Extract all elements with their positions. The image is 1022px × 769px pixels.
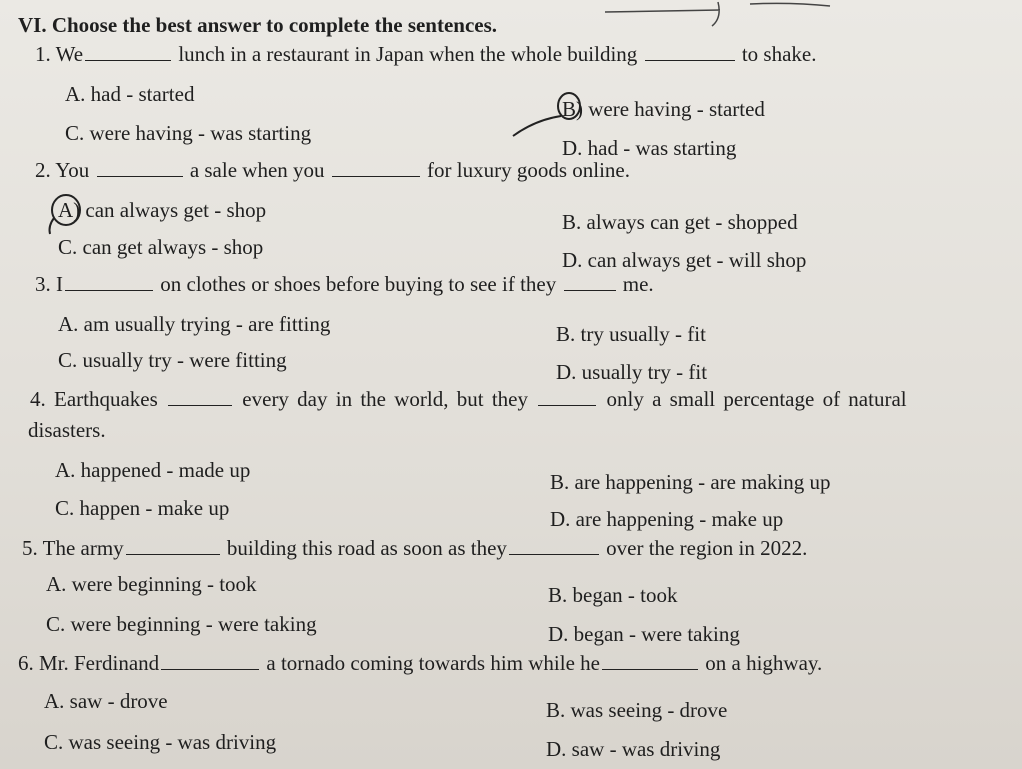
q2-option-d[interactable]: D. can always get - will shop: [562, 248, 807, 272]
q4-option-b[interactable]: B. are happening - are making up: [550, 470, 831, 494]
exercise-heading: VI. Choose the best answer to complete the sentences.: [18, 13, 498, 37]
q2-option-c[interactable]: C. can get always - shop: [58, 235, 264, 259]
question-4: 4. Earthquakes every day in the world, but they only a small percentage of natural: [30, 387, 907, 411]
q6-option-c[interactable]: C. was seeing - was driving: [44, 730, 277, 754]
q3-option-d[interactable]: D. usually try - fit: [556, 360, 708, 384]
q5-option-b[interactable]: B. began - took: [548, 583, 678, 607]
q1-option-a[interactable]: A. had - started: [65, 82, 195, 106]
q5-option-d[interactable]: D. began - were taking: [548, 622, 740, 646]
q4-option-c[interactable]: C. happen - make up: [55, 496, 230, 520]
q3-option-a[interactable]: A. am usually trying - are fitting: [58, 312, 331, 336]
question-6: 6. Mr. Ferdinand a tornado coming towards him while he on a highway.: [18, 651, 823, 675]
q1-option-d[interactable]: D. had - was starting: [562, 136, 737, 160]
q6-option-d[interactable]: D. saw - was driving: [546, 737, 721, 761]
answer-mark-q2: [40, 190, 90, 236]
q1-option-c[interactable]: C. were having - was starting: [65, 121, 312, 145]
q5-option-c[interactable]: C. were beginning - were taking: [46, 612, 317, 636]
q3-option-b[interactable]: B. try usually - fit: [556, 322, 706, 346]
q1-option-b[interactable]: B) were having - started: [562, 97, 765, 121]
question-4-continued: disasters.: [28, 418, 106, 442]
q2-option-b[interactable]: B. always can get - shopped: [562, 210, 798, 234]
q6-option-a[interactable]: A. saw - drove: [44, 689, 168, 713]
q2-option-a[interactable]: A) can always get - shop: [58, 198, 267, 222]
question-3: 3. I on clothes or shoes before buying to see if they me.: [35, 272, 654, 296]
q4-option-a[interactable]: A. happened - made up: [55, 458, 251, 482]
q6-option-b[interactable]: B. was seeing - drove: [546, 698, 728, 722]
q3-option-c[interactable]: C. usually try - were fitting: [58, 348, 287, 372]
question-1: 1. We lunch in a restaurant in Japan when the whole building to shake.: [35, 42, 817, 66]
q5-option-a[interactable]: A. were beginning - took: [46, 572, 257, 596]
question-5: 5. The army building this road as soon as they over the region in 2022.: [22, 536, 808, 560]
pen-scribble: [600, 0, 900, 40]
question-2: 2. You a sale when you for luxury goods online.: [35, 158, 631, 182]
q4-option-d[interactable]: D. are happening - make up: [550, 507, 784, 531]
answer-mark-q1: [505, 86, 585, 138]
